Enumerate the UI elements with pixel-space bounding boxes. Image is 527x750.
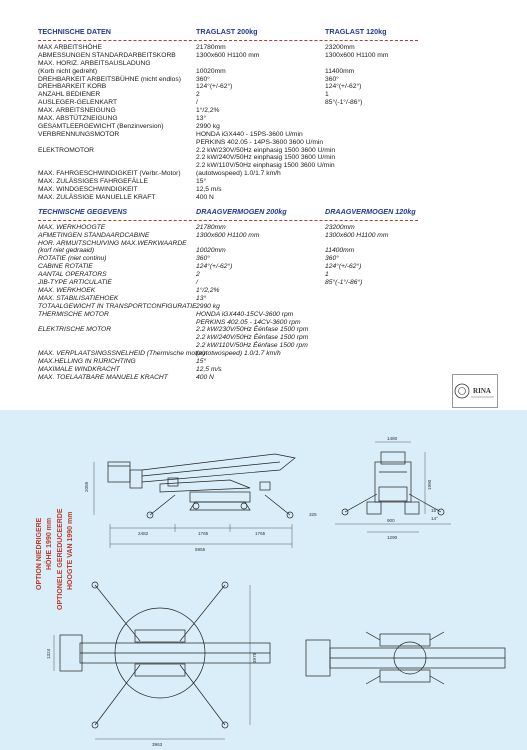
option-label-nl-2: HOOGTE VAN 1990 mm: [67, 511, 74, 590]
spec-value-200kg: 400 N: [196, 193, 214, 201]
spec-value-200kg: 2.2 kW/240V/50Hz Éénfase 1500 rpm: [196, 334, 309, 342]
spec-header-de: [38, 26, 418, 41]
dim-front-width-top: 1480: [387, 436, 398, 441]
spec-rows-dutch: [38, 224, 418, 382]
option-label-de-2: HÖHE 1990 mm: [46, 517, 53, 570]
spec-label: MAX. ZULÄSSIGE MANUELLE KRAFT: [38, 193, 156, 201]
spec-label: THERMISCHE MOTOR: [38, 310, 109, 318]
spec-value-120kg: 23200mm: [325, 44, 355, 51]
spec-value-200kg: 15°: [196, 178, 207, 186]
spec-label: (Korb nicht gedreht): [38, 67, 98, 75]
spec-value-200kg: 2.2 kW/110V/50Hz Éénfase 1500 rpm: [196, 342, 308, 350]
spec-value-200kg: 10020mm: [196, 67, 226, 75]
spec-value-120kg: 1: [325, 91, 329, 99]
dim-side-3: 1765: [255, 531, 266, 536]
spec-label: MAX. TOELAATBARE MANUELE KRACHT: [38, 373, 168, 381]
spec-value-120kg: 1300x600 H1100 mm: [325, 51, 389, 59]
spec-value-200kg: 13°: [196, 294, 207, 302]
spec-label: CABINE ROTATIE: [38, 263, 93, 271]
dim-front-clearance: 325: [309, 512, 317, 517]
spec-label: ABMESSUNGEN STANDARDARBEITSKORB: [38, 51, 176, 59]
spec-row: [38, 178, 418, 186]
spec-value-200kg: 10020mm: [196, 247, 226, 255]
spec-row: [38, 194, 418, 202]
spec-row: [38, 123, 418, 131]
header-col-label: TECHNISCHE GEGEVENS: [38, 206, 128, 216]
spec-label: MAX. ZULÄSSIGES FAHRGEFÄLLE: [38, 178, 149, 186]
spec-row: [38, 295, 418, 303]
spec-row: [38, 44, 418, 52]
spec-row: [38, 303, 418, 311]
spec-value-200kg: 2.2 kW/230V/50Hz Éénfase 1500 rpm: [196, 326, 309, 334]
side-view-drawing: [80, 440, 310, 560]
dim-front-900: 900: [387, 518, 395, 523]
spec-row: [38, 287, 418, 295]
rina-text: RINA: [473, 387, 491, 395]
spec-label: (korf niet gedraaid): [38, 247, 95, 255]
spec-row: [38, 350, 418, 358]
spec-value-120kg: 360°: [325, 75, 339, 83]
spec-row: [38, 52, 418, 60]
spec-value-200kg: 13°: [196, 115, 207, 123]
spec-label: MAX. ARBEITSNEIGUNG: [38, 107, 116, 115]
spec-row: [38, 334, 418, 342]
spec-value-200kg: 1°/2,2%: [196, 107, 220, 115]
spec-label: MAX. FAHRGESCHWINDIGKEIT (Verbr.-Motor): [38, 170, 181, 178]
spec-value-200kg: 2: [196, 91, 200, 99]
spec-value-200kg: 12,5 m/s: [196, 365, 222, 373]
spec-row: [38, 186, 418, 194]
spec-value-120kg: 11400mm: [325, 67, 355, 75]
spec-row: [38, 342, 418, 350]
spec-row: [38, 131, 418, 139]
dim-side-2: 1765: [198, 531, 209, 536]
spec-value-200kg: /: [196, 99, 198, 107]
spec-value-200kg: PERKINS 402.05 - 14CV-3600 rpm: [196, 318, 301, 326]
header-col-200kg: DRAAGVERMOGEN 200kg: [196, 206, 287, 216]
spec-label: JIB-TYPE ARTICULATIE: [38, 279, 112, 287]
spec-value-200kg: PERKINS 402.05 - 14PS-3600 3600 U/min: [196, 138, 324, 146]
spec-value-200kg: HONDA iGX440 - 15PS-3600 U/min: [196, 130, 303, 138]
spec-value-200kg: 1°/2,2%: [196, 286, 220, 294]
spec-value-200kg: 1300x600 H1100 mm: [196, 231, 260, 239]
spec-label: DREHBARKEIT ARBEITSBÜHNE (nicht endlos): [38, 75, 181, 83]
spec-label: MAX. VERPLAATSINGSSNELHEID (Thermische motor): [38, 350, 206, 358]
spec-label: ANZAHL BEDIENER: [38, 91, 101, 99]
spec-row: [38, 147, 418, 155]
option-label-nl-1: OPTIONELE GEREDUCEERDE: [57, 508, 64, 610]
spec-label: DREHBARKEIT KORB: [38, 83, 107, 91]
spec-row: [38, 60, 418, 68]
spec-value-120kg: 11400mm: [325, 247, 355, 255]
spec-row: [38, 154, 418, 162]
spec-value-200kg: 15°: [196, 357, 207, 365]
spec-row: [38, 83, 418, 91]
spec-label: TOTAALGEWICHT IN TRANSPORTCONFIGURATIE: [38, 302, 197, 310]
spec-row: [38, 366, 418, 374]
spec-value-200kg: 2990 kg: [196, 122, 220, 130]
spec-row: [38, 374, 418, 382]
spec-value-200kg: 400 N: [196, 373, 214, 381]
spec-value-200kg: /: [196, 279, 198, 287]
spec-value-200kg: 21780mm: [196, 223, 226, 231]
spec-value-200kg: 124°(+/-62°): [196, 83, 233, 91]
spec-row: [38, 115, 418, 123]
spec-label: AANTAL OPERATORS: [38, 271, 107, 279]
spec-rows-german: [38, 44, 418, 202]
spec-value-200kg: 360°: [196, 75, 210, 83]
dim-front-1290: 1290: [387, 535, 398, 540]
spec-label: MAX. HORIZ. ARBEITSAUSLADUNG: [38, 59, 151, 67]
option-label-de-1: OPTION NIEDRIGERE: [36, 517, 43, 590]
spec-value-200kg: 1300x600 H1100 mm: [196, 51, 260, 59]
rina-certification-logo: [452, 374, 498, 408]
spec-label: MAXIMALE WINDKRACHT: [38, 365, 120, 373]
dim-front-height: 1990: [427, 479, 432, 490]
spec-row: [38, 311, 418, 319]
dim-side-1: 2482: [138, 531, 149, 536]
spec-value-200kg: 2: [196, 271, 200, 279]
technical-drawing-area: [0, 410, 527, 750]
spec-row: [38, 224, 418, 232]
spec-label: HOR. ARMUITSCHUIVING MAX.WERKWAARDE: [38, 239, 187, 247]
spec-row: [38, 279, 418, 287]
spec-value-120kg: 124°(+/-62°): [325, 263, 362, 271]
header-col-label: TECHNISCHE DATEN: [38, 27, 111, 36]
spec-value-120kg: 85°(-1°/-86°): [325, 99, 363, 107]
dim-top-basket: 1324: [46, 648, 51, 659]
spec-value-200kg: HONDA iGX440-15CV-3600 rpm: [196, 310, 294, 318]
spec-value-200kg: 12,5 m/s: [196, 186, 222, 194]
top-view-drawing: [40, 575, 300, 750]
spec-value-120kg: 1300x600 H1100 mm: [325, 231, 389, 239]
spec-value-200kg: 2.2 kW/240V/50Hz einphasig 1500 3600 U/min: [196, 154, 336, 162]
spec-row: [38, 358, 418, 366]
spec-label: MAX. STABILISATIEHOEK: [38, 294, 119, 302]
dim-front-angle-14: 14°: [431, 516, 438, 521]
spec-label: MAX. WERKHOEK: [38, 286, 96, 294]
spec-value-200kg: 360°: [196, 255, 210, 263]
spec-label: AFMETINGEN STANDAARDCABINE: [38, 231, 150, 239]
spec-label: ROTATIE (niet continu): [38, 255, 107, 263]
top-view-transport-drawing: [300, 620, 515, 700]
spec-row: [38, 139, 418, 147]
spec-value-200kg: (autotwospeed) 1.0/1.7 km/h: [196, 170, 281, 178]
spec-row: [38, 263, 418, 271]
header-col-200kg: TRAGLAST 200kg: [196, 27, 258, 36]
spec-value-200kg: 2.2 kW/110V/50Hz einphasig 1500 3600 U/min: [196, 162, 335, 170]
front-view-drawing: [305, 432, 455, 552]
spec-value-200kg: (autotwospeed) 1.0/1.7 km/h: [196, 350, 281, 358]
spec-value-120kg: 360°: [325, 255, 339, 263]
header-col-120kg: DRAAGVERMOGEN 120kg: [325, 206, 416, 216]
spec-row: [38, 170, 418, 178]
spec-value-200kg: 2990 kg: [196, 302, 220, 310]
spec-label: MAX.HELLING IN RIJRICHTING: [38, 357, 136, 365]
spec-label: VERBRENNUNGSMOTOR: [38, 130, 120, 138]
spec-label: MAX. WINDGESCHWINDIGKEIT: [38, 186, 138, 194]
spec-row: [38, 240, 418, 248]
dim-front-angle-15: 15°: [431, 508, 438, 513]
spec-header-nl: [38, 206, 418, 221]
spec-row: [38, 232, 418, 240]
spec-label: AUSLEGER-GELENKART: [38, 99, 118, 107]
spec-label: ELEKTRISCHE MOTOR: [38, 326, 112, 334]
dim-top-length: 3963: [152, 742, 163, 747]
spec-row: [38, 162, 418, 170]
spec-value-200kg: 124°(+/-62°): [196, 263, 233, 271]
spec-row: [38, 247, 418, 255]
header-col-120kg: TRAGLAST 120kg: [325, 27, 387, 36]
spec-row: [38, 68, 418, 76]
spec-value-120kg: 124°(+/-62°): [325, 83, 362, 91]
spec-row: [38, 99, 418, 107]
spec-value-200kg: 2.2 kW/230V/50Hz einphasig 1500 3600 U/min: [196, 146, 336, 154]
dim-side-total: 5955: [195, 547, 206, 552]
spec-label: GESAMTLEERGEWICHT (Benzinversion): [38, 122, 164, 130]
spec-label: ELEKTROMOTOR: [38, 146, 94, 154]
spec-value-120kg: 23200mm: [325, 223, 355, 231]
spec-label: MAX. WERKHOOGTE: [38, 223, 106, 231]
spec-value-120kg: 85°(-1°/-86°): [325, 279, 363, 287]
spec-label: MAX ARBEITSHÖHE: [38, 44, 102, 51]
spec-row: [38, 271, 418, 279]
spec-value-120kg: 1: [325, 271, 329, 279]
dim-top-outrigger-span: 3978: [252, 652, 257, 663]
spec-sheet: [38, 26, 418, 382]
spec-row: [38, 107, 418, 115]
dim-side-height: 2055: [84, 481, 89, 492]
spec-value-200kg: 21780mm: [196, 44, 226, 51]
spec-label: MAX. ABSTÜTZNEIGUNG: [38, 115, 118, 123]
